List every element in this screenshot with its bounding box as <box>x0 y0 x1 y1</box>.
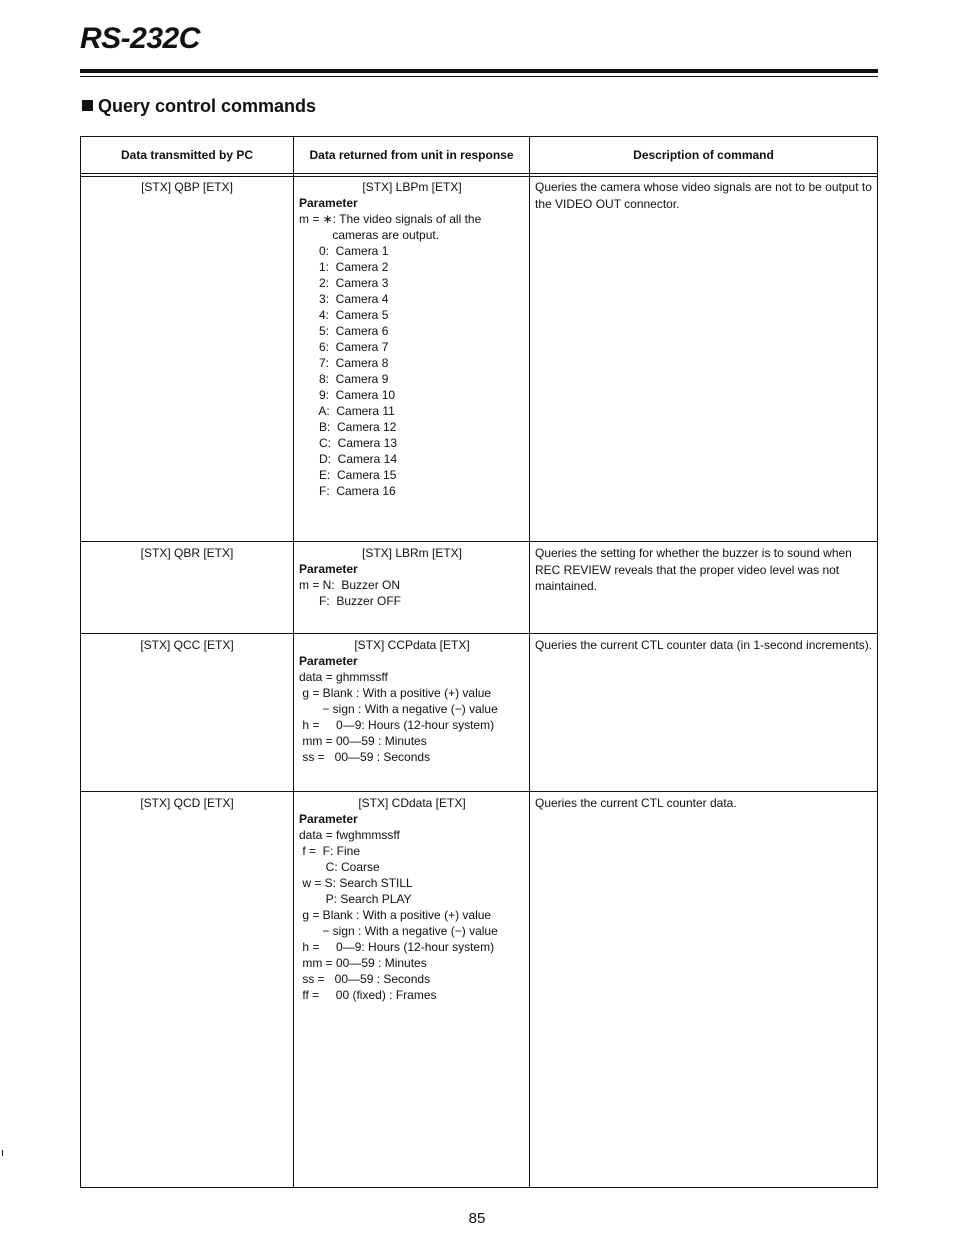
title-rule-thin <box>80 76 878 77</box>
param-line: 2: Camera 3 <box>299 276 389 290</box>
description-text: Queries the setting for whether the buzzer is to sound when REC REVIEW reveals that the proper video level was not maintained. <box>535 546 852 593</box>
param-line: m = N: Buzzer ON <box>299 578 401 592</box>
param-line: data = ghmmssff <box>299 670 388 684</box>
page-title: RS-232C <box>80 22 200 55</box>
param-line: 3: Camera 4 <box>299 292 389 306</box>
param-line: f = F: Fine <box>299 844 361 858</box>
title-rule-thick <box>80 69 878 73</box>
response-cell <box>299 545 525 609</box>
parameter-label: Parameter <box>299 812 358 826</box>
row-divider <box>81 633 877 634</box>
param-line: 9: Camera 10 <box>299 388 396 402</box>
param-line: ss = 00—59 : Seconds <box>299 972 431 986</box>
header-rule <box>81 173 877 174</box>
header-rule <box>81 176 877 177</box>
param-line: − sign : With a negative (−) value <box>299 702 498 716</box>
response-title: [STX] LBRm [ETX] <box>361 546 463 560</box>
param-line: cameras are output. <box>299 228 440 242</box>
param-line: F: Buzzer OFF <box>299 594 402 608</box>
param-line: F: Camera 16 <box>299 484 396 498</box>
param-line: E: Camera 15 <box>299 468 397 482</box>
description-text: Queries the current CTL counter data. <box>535 796 737 810</box>
param-line: B: Camera 12 <box>299 420 397 434</box>
header-response: Data returned from unit in response <box>309 148 514 162</box>
pc-command: [STX] QBR [ETX] <box>140 546 234 560</box>
param-line: 4: Camera 5 <box>299 308 389 322</box>
header-description: Description of command <box>633 148 774 162</box>
header-pc: Data transmitted by PC <box>120 148 254 162</box>
pc-command: [STX] QCC [ETX] <box>140 638 234 652</box>
description-text: Queries the current CTL counter data (in 1-second increments). <box>535 638 873 652</box>
page-number: 85 <box>468 1210 486 1227</box>
param-line: h = 0—9: Hours (12-hour system) <box>299 940 495 954</box>
response-cell <box>299 795 525 1003</box>
param-line: D: Camera 14 <box>299 452 398 466</box>
margin-mark <box>2 1150 3 1156</box>
pc-command: [STX] QBP [ETX] <box>141 180 233 194</box>
param-line: w = S: Search STILL <box>299 876 413 890</box>
section-title: Query control commands <box>98 96 317 116</box>
param-line: data = fwghmmssff <box>299 828 400 842</box>
row-divider <box>81 791 877 792</box>
row-divider <box>81 541 877 542</box>
param-line: C: Coarse <box>299 860 380 874</box>
param-line: 5: Camera 6 <box>299 324 389 338</box>
param-line: C: Camera 13 <box>299 436 398 450</box>
param-line: mm = 00—59 : Minutes <box>299 956 427 970</box>
param-line: − sign : With a negative (−) value <box>299 924 498 938</box>
param-line: A: Camera 11 <box>299 404 395 418</box>
response-title: [STX] LBPm [ETX] <box>362 180 462 194</box>
param-line: g = Blank : With a positive (+) value <box>299 908 492 922</box>
param-line: ff = 00 (fixed) : Frames <box>299 988 437 1002</box>
parameter-label: Parameter <box>299 654 358 668</box>
section-heading <box>82 96 316 117</box>
param-line: ss = 00—59 : Seconds <box>299 750 431 764</box>
description-text: Queries the camera whose video signals are not to be output to the VIDEO OUT connector. <box>535 180 872 211</box>
column-divider <box>293 137 294 1187</box>
param-line: 8: Camera 9 <box>299 372 389 386</box>
param-line: 0: Camera 1 <box>299 244 389 258</box>
param-line: h = 0—9: Hours (12-hour system) <box>299 718 495 732</box>
column-divider <box>529 137 530 1187</box>
param-line: m = ∗: The video signals of all the <box>299 212 482 226</box>
parameter-label: Parameter <box>299 196 358 210</box>
command-table <box>80 136 878 1188</box>
param-line: P: Search PLAY <box>299 892 412 906</box>
param-line: 6: Camera 7 <box>299 340 389 354</box>
response-cell <box>299 637 525 765</box>
response-title: [STX] CDdata [ETX] <box>358 796 466 810</box>
response-title: [STX] CCPdata [ETX] <box>354 638 470 652</box>
param-line: g = Blank : With a positive (+) value <box>299 686 492 700</box>
param-line: 7: Camera 8 <box>299 356 389 370</box>
param-line: mm = 00—59 : Minutes <box>299 734 427 748</box>
param-line: 1: Camera 2 <box>299 260 389 274</box>
parameter-label: Parameter <box>299 562 358 576</box>
response-cell <box>299 179 525 499</box>
square-bullet-icon <box>82 100 93 111</box>
pc-command: [STX] QCD [ETX] <box>140 796 234 810</box>
